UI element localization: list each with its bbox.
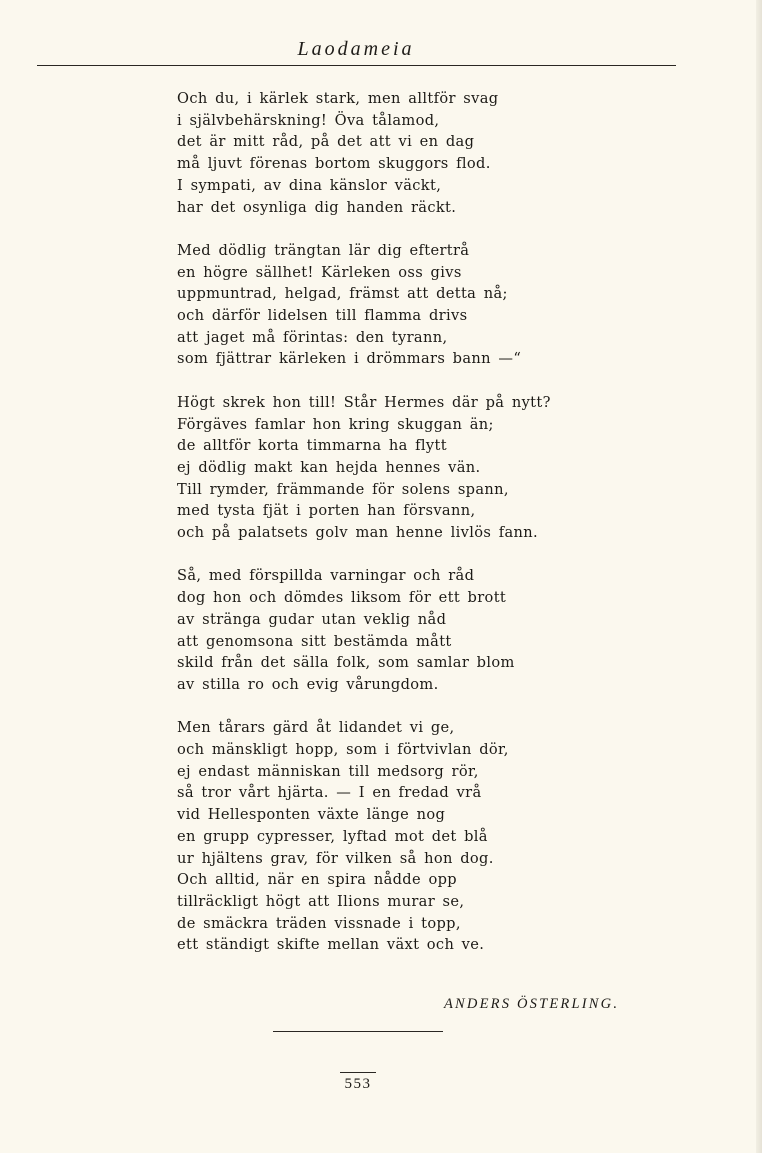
author-signature: ANDERS ÖSTERLING. xyxy=(444,996,620,1012)
poem-line: Och alltid, när en spira nådde opp xyxy=(177,871,457,889)
poem-line: och därför lidelsen till flamma drivs xyxy=(177,307,468,325)
poem-line: Så, med förspillda varningar och råd xyxy=(177,567,475,585)
end-rule xyxy=(273,1031,443,1032)
stanza-4 xyxy=(177,565,567,695)
poem-line: en grupp cypresser, lyftad mot det blå xyxy=(177,827,488,845)
poem-line: Högt skrek hon till! Står Hermes där på nytt? xyxy=(177,393,551,411)
poem-line: de smäckra träden vissnade i topp, xyxy=(177,914,461,932)
poem-line: det är mitt råd, på det att vi en dag xyxy=(177,133,475,151)
poem-line: med tysta fjät i porten han försvann, xyxy=(177,502,476,520)
poem-line: skild från det sälla folk, som samlar blom xyxy=(177,654,515,672)
page-edge-shadow xyxy=(756,0,762,1153)
poem-line: ej endast människan till medsorg rör, xyxy=(177,762,479,780)
stanza-1 xyxy=(177,88,567,218)
poem-line: tillräckligt högt att Ilions murar se, xyxy=(177,892,465,910)
poem-line: vid Hellesponten växte länge nog xyxy=(177,806,446,824)
poem-line: av stilla ro och evig vårungdom. xyxy=(177,675,439,693)
poem-line: Förgäves famlar hon kring skuggan än; xyxy=(177,415,494,433)
poem-line: Och du, i kärlek stark, men alltför svag xyxy=(177,90,499,107)
poem-line: I sympati, av dina känslor väckt, xyxy=(177,176,442,194)
poem-line: ej dödlig makt kan hejda hennes vän. xyxy=(177,458,481,476)
poem-line: som fjättrar kärleken i drömmars bann —“ xyxy=(177,350,522,368)
poem-line: så tror vårt hjärta. — I en fredad vrå xyxy=(177,784,482,802)
poem-line: ett ständigt skifte mellan växt och ve. xyxy=(177,936,485,954)
poem-line: Med dödlig trängtan lär dig eftertrå xyxy=(177,241,470,259)
poem-line: Till rymder, främmande för solens spann, xyxy=(177,480,509,498)
poem-line: Men tårars gärd åt lidandet vi ge, xyxy=(177,719,455,737)
poem-line: av stränga gudar utan veklig nåd xyxy=(177,610,447,628)
poem-line: att jaget må förintas: den tyrann, xyxy=(177,328,448,346)
poem-line: att genomsona sitt bestämda mått xyxy=(177,632,452,650)
poem-line: må ljuvt förenas bortom skuggors flod. xyxy=(177,155,491,173)
stanza-3 xyxy=(177,392,567,544)
poem-line: en högre sällhet! Kärleken oss givs xyxy=(177,263,462,281)
poem-line: och på palatsets golv man henne livlös fann. xyxy=(177,524,539,542)
poem-line: uppmuntrad, helgad, främst att detta nå; xyxy=(177,285,508,303)
poem-line: har det osynliga dig handen räckt. xyxy=(177,198,457,216)
poem-body xyxy=(177,88,567,978)
running-head: Laodameia xyxy=(297,38,415,60)
poem-line: och mänskligt hopp, som i förtvivlan dör, xyxy=(177,741,509,759)
stanza-2 xyxy=(177,240,567,370)
poem-line: i självbehärskning! Öva tålamod, xyxy=(177,111,440,129)
stanza-5 xyxy=(177,717,567,956)
poem-line: ur hjältens grav, för vilken så hon dog. xyxy=(177,849,494,867)
header-rule xyxy=(37,65,676,66)
poem-line: dog hon och dömdes liksom för ett brott xyxy=(177,589,507,607)
poem-line: de alltför korta timmarna ha flytt xyxy=(177,437,447,455)
page-number-rule xyxy=(340,1072,376,1073)
page-number: 553 xyxy=(344,1076,372,1092)
